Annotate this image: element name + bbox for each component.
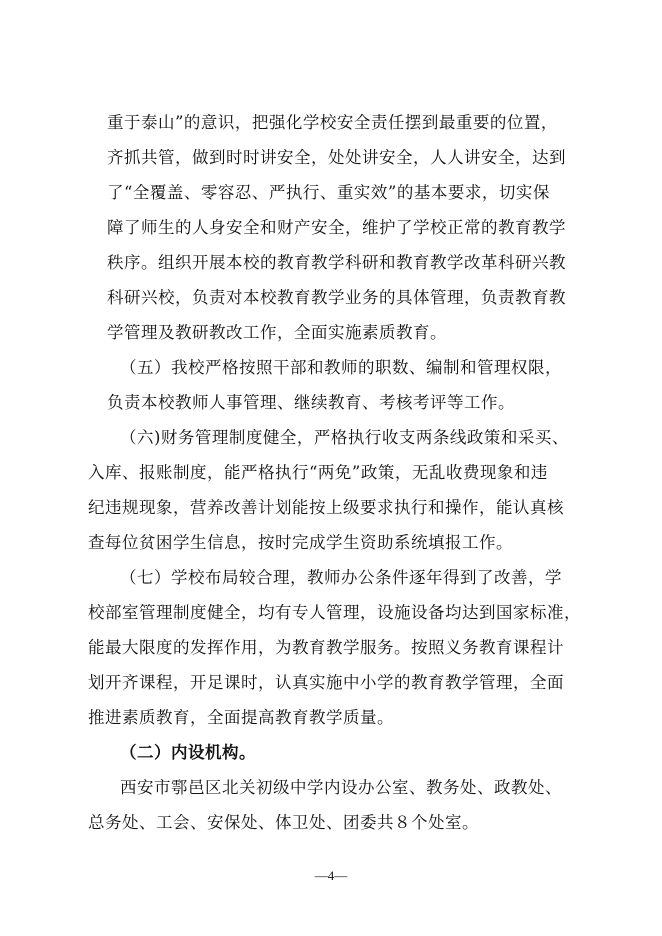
page-number: —4— (314, 868, 348, 883)
paragraph-line: 入库、报账制度，能严格执行“两免”政策，无乱收费现象和违 (88, 463, 548, 482)
paragraph-line: 划开齐课程，开足课时，认真实施中小学的教育教学管理，全面 (88, 673, 564, 692)
paragraph-line: 纪违规现象，营养改善计划能按上级要求执行和操作，能认真核 (88, 498, 564, 517)
paragraph-line: 西安市鄠邑区北关初级中学内设办公室、教务处、政教处、 (120, 778, 562, 797)
paragraph-line: 推进素质教育，全面提高教育教学质量。 (88, 708, 394, 727)
paragraph-line: （五）我校严格按照干部和教师的职数、编制和管理权限， (120, 358, 562, 377)
paragraph-line: （七）学校布局较合理，教师办公条件逐年得到了改善，学 (120, 568, 562, 587)
paragraph-line: 能最大限度的发挥作用，为教育教学服务。按照义务教育课程计 (88, 638, 564, 657)
paragraph-line: 重于泰山”的意识，把强化学校安全责任摆到最重要的位置， (107, 113, 558, 132)
paragraph-line: 了“全覆盖、零容忍、严执行、重实效”的基本要求，切实保 (107, 183, 550, 202)
paragraph-line: 科研兴校，负责对本校教育教学业务的具体管理，负责教育教 (107, 288, 566, 307)
paragraph-line: 负责本校教师人事管理、继续教育、考核考评等工作。 (107, 393, 515, 412)
paragraph-line: （六)财务管理制度健全，严格执行收支两条线政策和采买、 (120, 428, 569, 447)
paragraph-line: 秩序。组织开展本校的教育教学科研和教育教学改革科研兴教 (107, 253, 566, 272)
section-heading: （二）内设机构。 (120, 743, 256, 762)
paragraph-line: 障了师生的人身安全和财产安全，维护了学校正常的教育教学 (107, 218, 566, 237)
paragraph-line: 查每位贫困学生信息，按时完成学生资助系统填报工作。 (88, 533, 513, 552)
paragraph-line: 齐抓共管，做到时时讲安全，处处讲安全，人人讲安全，达到 (107, 148, 566, 167)
paragraph-line: 学管理及教研教改工作，全面实施素质教育。 (107, 323, 447, 342)
paragraph-line: 校部室管理制度健全，均有专人管理，设施设备均达到国家标准， (88, 603, 581, 622)
paragraph-line: 总务处、工会、安保处、体卫处、团委共８个处室。 (88, 813, 479, 832)
